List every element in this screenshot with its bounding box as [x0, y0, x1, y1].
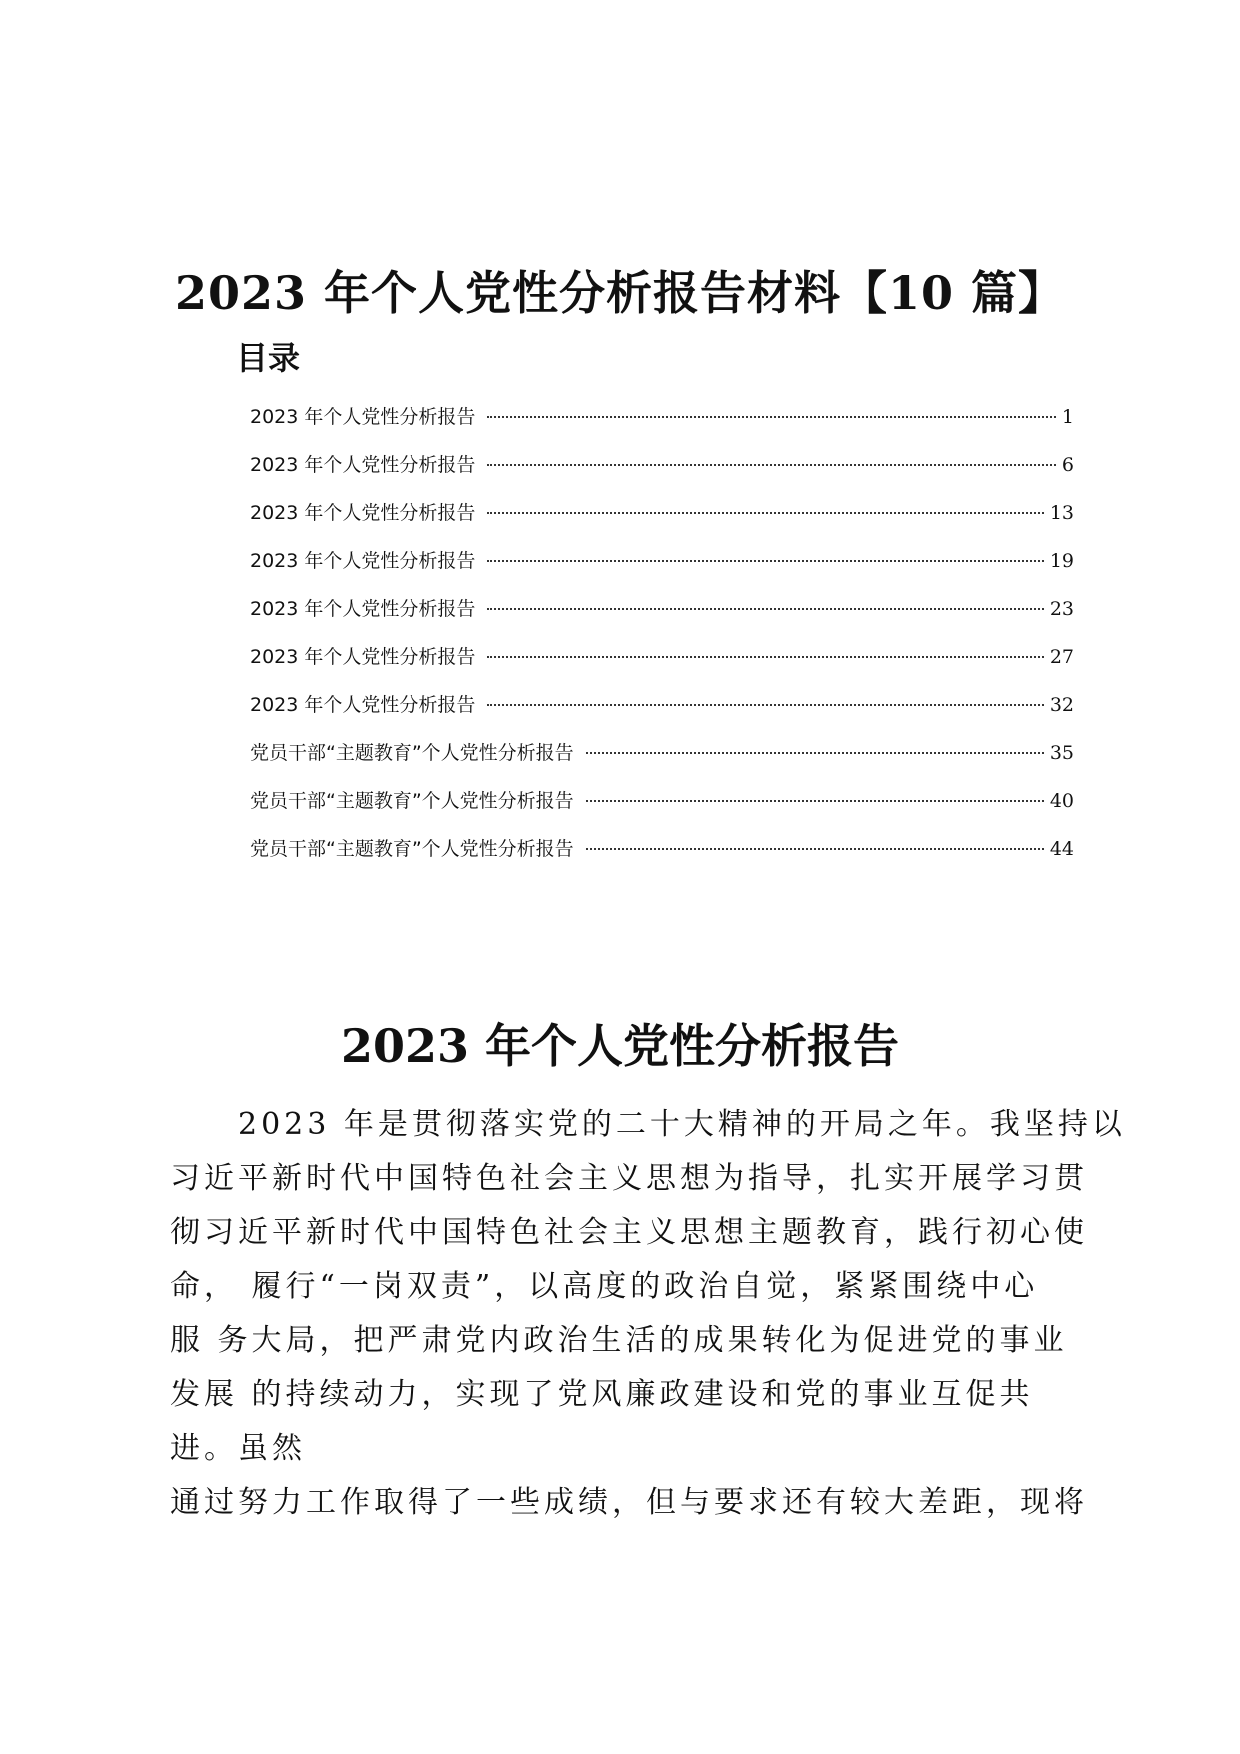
toc-entry[interactable] [250, 786, 1074, 834]
body-line: 习近平新时代中国特色社会主义思想为指导，扎实开展学习贯 [170, 1161, 1088, 1196]
toc-entry-label: 党员干部“主题教育”个人党性分析报告 [250, 790, 574, 812]
toc-entry[interactable] [250, 450, 1074, 498]
toc-entry-label: 2023 年个人党性分析报告 [250, 454, 476, 476]
toc-entry[interactable] [250, 594, 1074, 642]
section-title: 2023 年个人党性分析报告 [340, 1019, 900, 1074]
document-title: 2023 年个人党性分析报告材料【10 篇】 [174, 265, 1066, 320]
toc-entry-page: 40 [1049, 790, 1074, 812]
toc-entry-page: 27 [1049, 646, 1074, 668]
body-line: 服 务大局，把严肃党内政治生活的成果转化为促进党的事业 [170, 1323, 1068, 1358]
body-line: 通过努力工作取得了一些成绩，但与要求还有较大差距，现将 [170, 1485, 1088, 1520]
toc-entry-page: 35 [1049, 742, 1074, 764]
toc-heading: 目录 [236, 339, 301, 377]
table-of-contents [250, 402, 1074, 882]
toc-entry[interactable] [250, 546, 1074, 594]
toc-dot-leader [487, 704, 1043, 706]
toc-entry[interactable] [250, 642, 1074, 690]
toc-entry[interactable] [250, 738, 1074, 786]
toc-entry-page: 23 [1049, 598, 1074, 620]
body-line: 2023 年是贯彻落实党的二十大精神的开局之年。我坚持以 [170, 1107, 1126, 1142]
toc-entry[interactable] [250, 690, 1074, 738]
toc-entry-page: 13 [1049, 502, 1074, 524]
body-line: 发展 的持续动力，实现了党风廉政建设和党的事业互促共 [170, 1377, 1034, 1412]
toc-entry-label: 2023 年个人党性分析报告 [250, 694, 476, 716]
toc-dot-leader [586, 752, 1044, 754]
toc-dot-leader [586, 800, 1044, 802]
body-line: 命， 履行“一岗双责”，以高度的政治自觉，紧紧围绕中心 [170, 1269, 1039, 1304]
toc-dot-leader [487, 464, 1056, 466]
toc-entry[interactable] [250, 498, 1074, 546]
toc-entry[interactable] [250, 402, 1074, 450]
toc-entry-label: 党员干部“主题教育”个人党性分析报告 [250, 838, 574, 860]
toc-entry-label: 2023 年个人党性分析报告 [250, 502, 476, 524]
toc-dot-leader [487, 608, 1043, 610]
toc-entry-page: 32 [1049, 694, 1074, 716]
toc-entry-label: 2023 年个人党性分析报告 [250, 550, 476, 572]
body-line: 彻习近平新时代中国特色社会主义思想主题教育，践行初心使 [170, 1215, 1088, 1250]
toc-entry-page: 19 [1049, 550, 1074, 572]
body-line: 进。虽然 [170, 1431, 306, 1466]
toc-dot-leader [487, 560, 1043, 562]
toc-entry-label: 2023 年个人党性分析报告 [250, 598, 476, 620]
toc-entry-page: 6 [1061, 454, 1074, 476]
toc-entry-label: 2023 年个人党性分析报告 [250, 646, 476, 668]
toc-entry-page: 44 [1049, 838, 1074, 860]
toc-dot-leader [487, 656, 1043, 658]
toc-entry-page: 1 [1061, 406, 1074, 428]
toc-dot-leader [586, 848, 1044, 850]
toc-dot-leader [487, 416, 1056, 418]
toc-entry-label: 党员干部“主题教育”个人党性分析报告 [250, 742, 574, 764]
toc-entry-label: 2023 年个人党性分析报告 [250, 406, 476, 428]
toc-entry[interactable] [250, 834, 1074, 882]
body-paragraph [170, 1098, 1126, 1530]
toc-dot-leader [487, 512, 1043, 514]
